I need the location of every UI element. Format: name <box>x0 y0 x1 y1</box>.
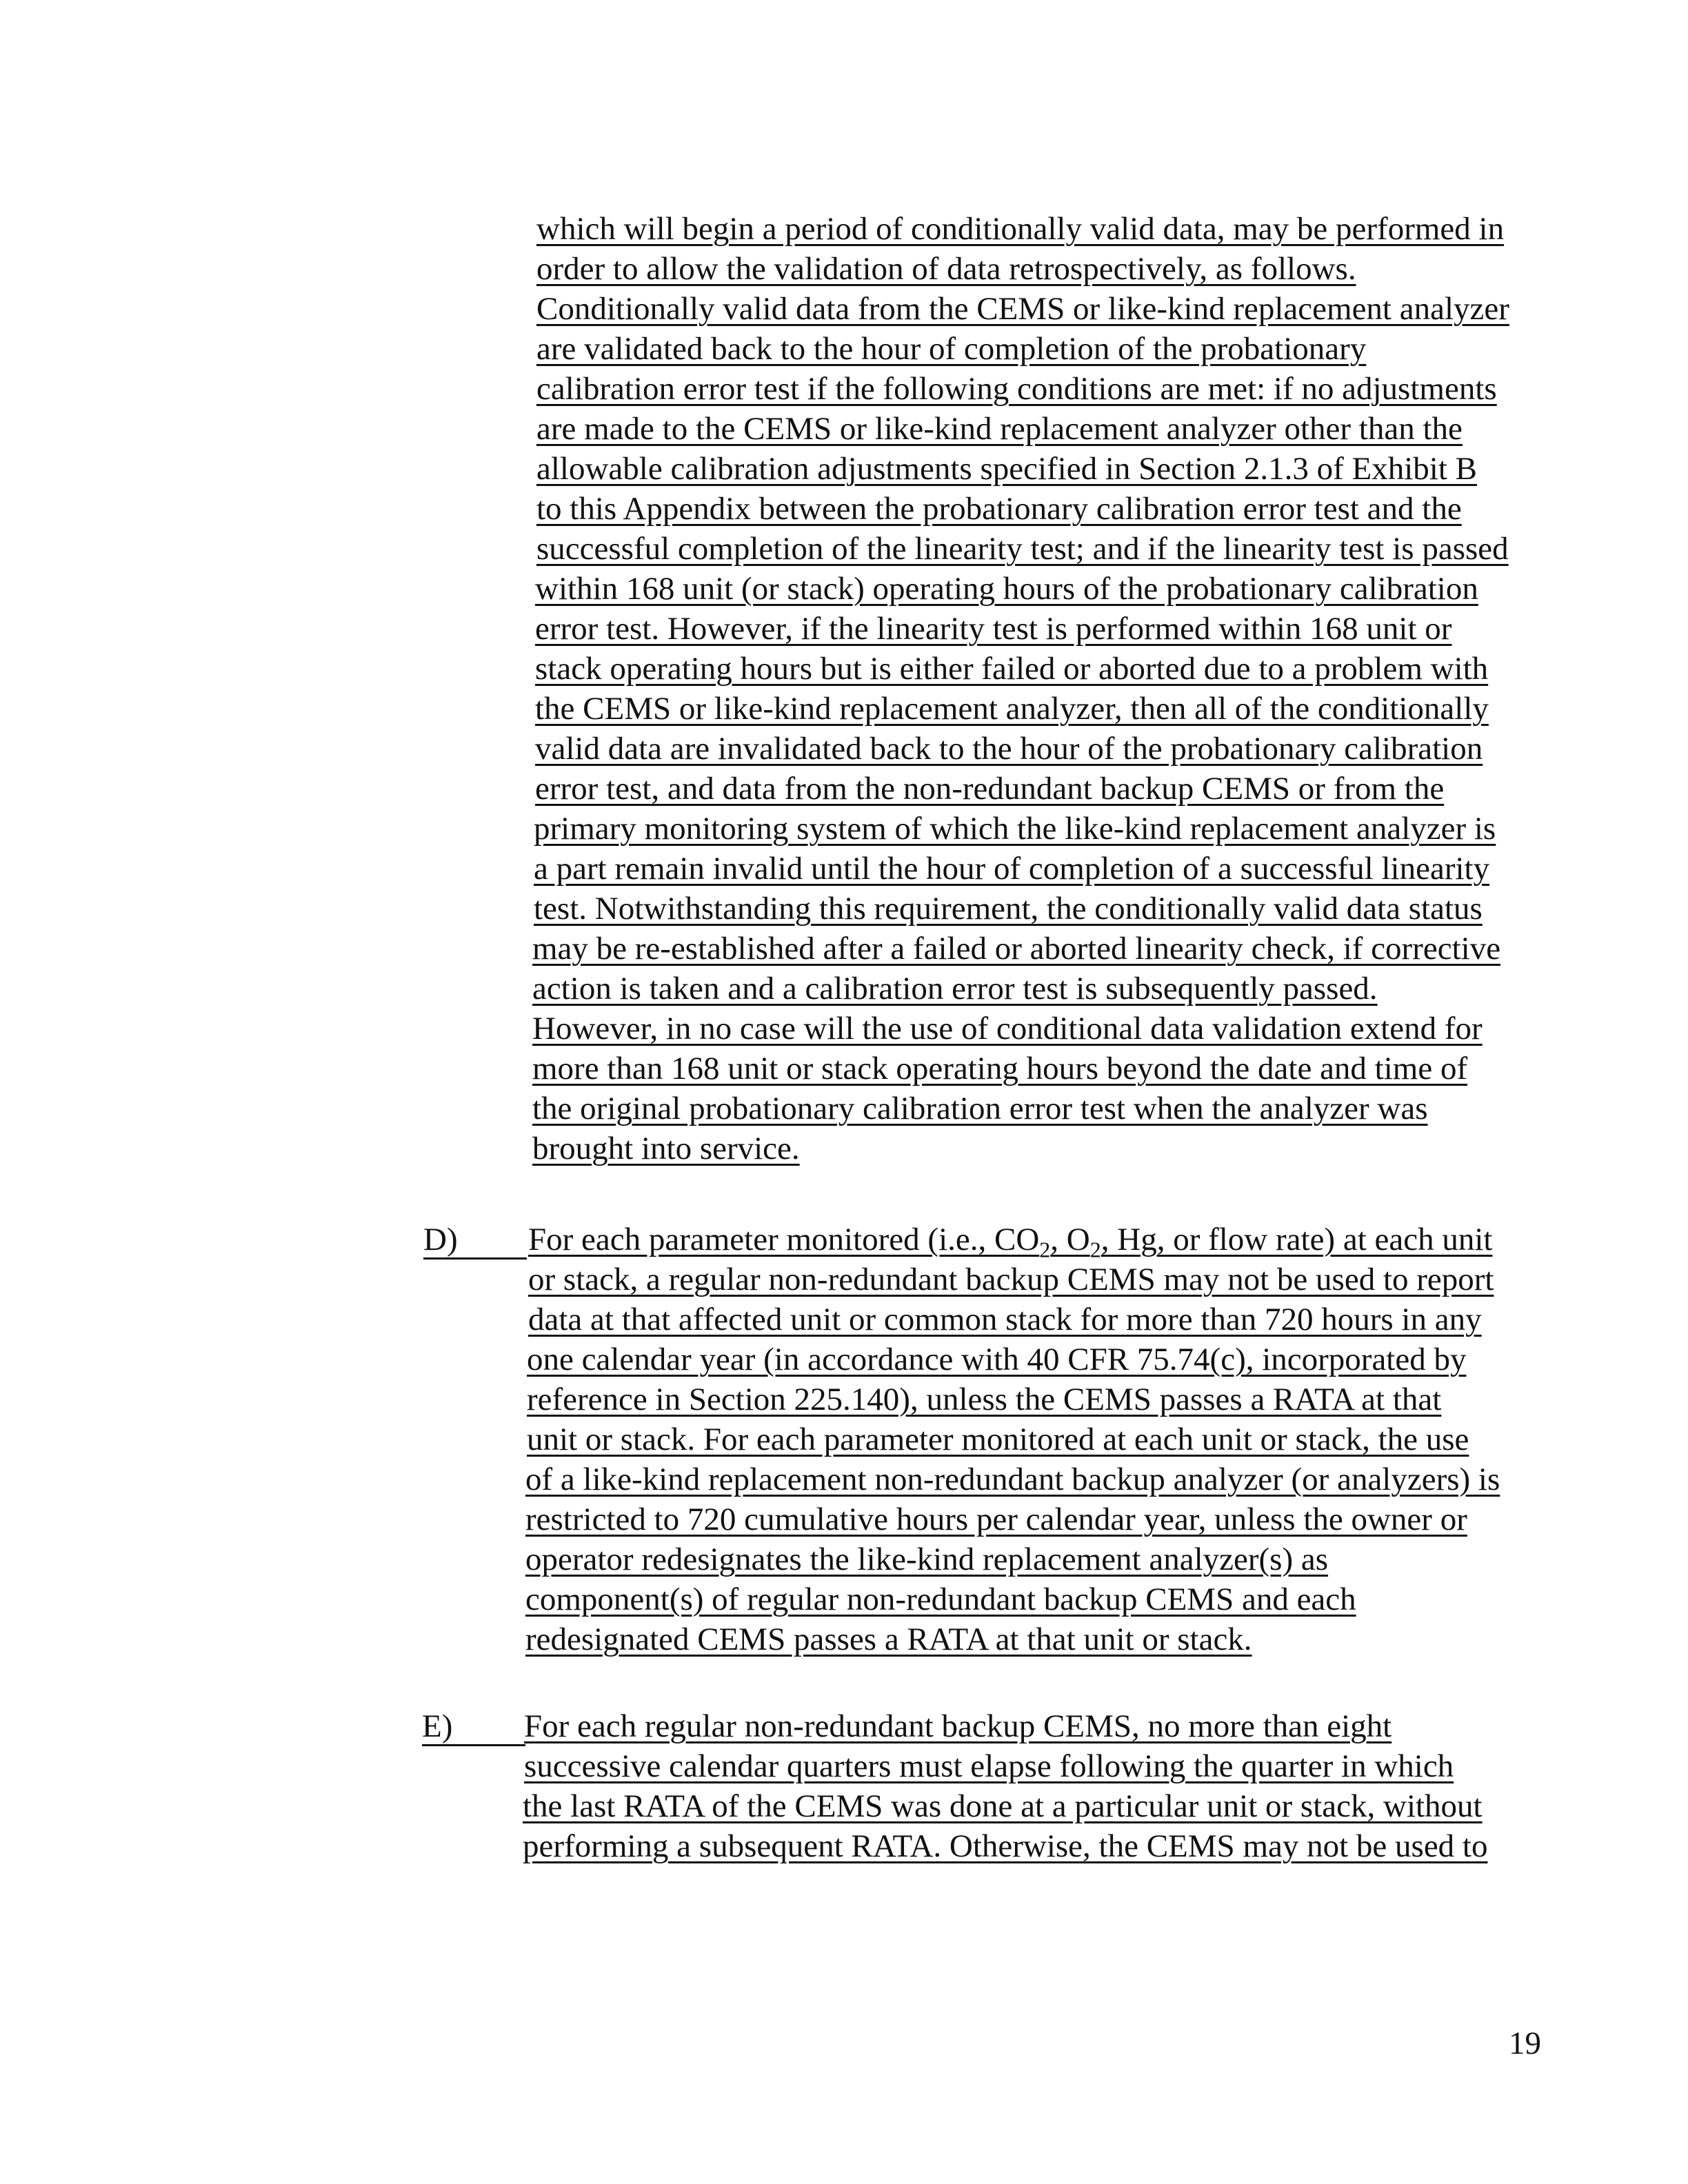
label-underline <box>422 1744 525 1746</box>
paragraph-line: performing a subsequent RATA. Otherwise, the CEMS may not be used to <box>523 1828 1488 1864</box>
paragraph-line: valid data are invalidated back to the hour of the probationary calibration <box>535 731 1483 767</box>
paragraph-line: error test. However, if the linearity test is performed within 168 unit or <box>535 611 1452 647</box>
page-number: 19 <box>1509 2025 1541 2061</box>
paragraph-line: brought into service. <box>532 1131 800 1166</box>
paragraph-line: a part remain invalid until the hour of completion of a successful linearity <box>534 851 1490 887</box>
paragraph-line: test. Notwithstanding this requirement, the conditionally valid data status <box>534 891 1483 927</box>
paragraph-line: action is taken and a calibration error test is subsequently passed. <box>532 971 1378 1007</box>
paragraph-line: are validated back to the hour of completion of the probationary <box>536 331 1367 367</box>
paragraph-line: For each regular non-redundant backup CEMS, no more than eight <box>524 1708 1392 1744</box>
paragraph-line: the CEMS or like-kind replacement analyzer, then all of the conditionally <box>535 691 1489 727</box>
paragraph-line: are made to the CEMS or like-kind replacement analyzer other than the <box>536 411 1463 447</box>
paragraph-line: may be re-established after a failed or aborted linearity check, if corrective <box>532 931 1501 967</box>
label-underline <box>423 1257 527 1260</box>
paragraph-line: redesignated CEMS passes a RATA at that unit or stack. <box>525 1621 1252 1657</box>
paragraph-line: successive calendar quarters must elapse following the quarter in which <box>524 1748 1454 1784</box>
paragraph-line: For each parameter monitored (i.e., $CO_2$, $O_2$, Hg, or flow rate) at each unit <box>528 1222 1493 1262</box>
paragraph-line: within 168 unit (or stack) operating hours of the probationary calibration <box>535 571 1478 607</box>
paragraph-line: reference in Section 225.140), unless the CEMS passes a RATA at that <box>527 1382 1442 1417</box>
paragraph-line: component(s) of regular non-redundant backup CEMS and each <box>525 1581 1356 1617</box>
paragraph-line: order to allow the validation of data retrospectively, as follows. <box>536 251 1356 287</box>
paragraph-line: Conditionally valid data from the CEMS or like-kind replacement analyzer <box>536 291 1509 327</box>
paragraph-line: data at that affected unit or common stack for more than 720 hours in any <box>528 1302 1482 1337</box>
paragraph-line: operator redesignates the like-kind replacement analyzer(s) as <box>525 1541 1329 1577</box>
paragraph-line: the last RATA of the CEMS was done at a particular unit or stack, without <box>523 1788 1483 1824</box>
paragraph-label: E) <box>422 1708 453 1744</box>
paragraph-line: primary monitoring system of which the like-kind replacement analyzer is <box>534 811 1496 847</box>
paragraph-label: D) <box>423 1222 458 1257</box>
paragraph-line: stack operating hours but is either failed or aborted due to a problem with <box>535 651 1489 687</box>
paragraph-line: However, in no case will the use of conditional data validation extend for <box>532 1011 1483 1046</box>
paragraph-line: unit or stack. For each parameter monitored at each unit or stack, the use <box>527 1422 1469 1457</box>
paragraph-line: or stack, a regular non-redundant backup CEMS may not be used to report <box>528 1262 1494 1297</box>
paragraph-line: which will begin a period of conditionally valid data, may be performed in <box>536 211 1505 247</box>
paragraph-line: successful completion of the linearity test; and if the linearity test is passed <box>536 531 1509 567</box>
paragraph-line: calibration error test if the following conditions are met: if no adjustments <box>536 371 1497 407</box>
paragraph-line: more than 168 unit or stack operating hours beyond the date and time of <box>532 1051 1468 1086</box>
paragraph-line: restricted to 720 cumulative hours per calendar year, unless the owner or <box>525 1502 1467 1537</box>
paragraph-line: error test, and data from the non-redundant backup CEMS or from the <box>535 771 1445 807</box>
paragraph-line: the original probationary calibration error test when the analyzer was <box>532 1091 1428 1126</box>
paragraph-line: one calendar year (in accordance with 40 CFR 75.74(c), incorporated by <box>527 1342 1467 1377</box>
paragraph-line: to this Appendix between the probationary calibration error test and the <box>536 491 1462 527</box>
paragraph-line: of a like-kind replacement non-redundant backup analyzer (or analyzers) is <box>525 1462 1500 1497</box>
paragraph-line: allowable calibration adjustments specified in Section 2.1.3 of Exhibit B <box>536 451 1478 487</box>
